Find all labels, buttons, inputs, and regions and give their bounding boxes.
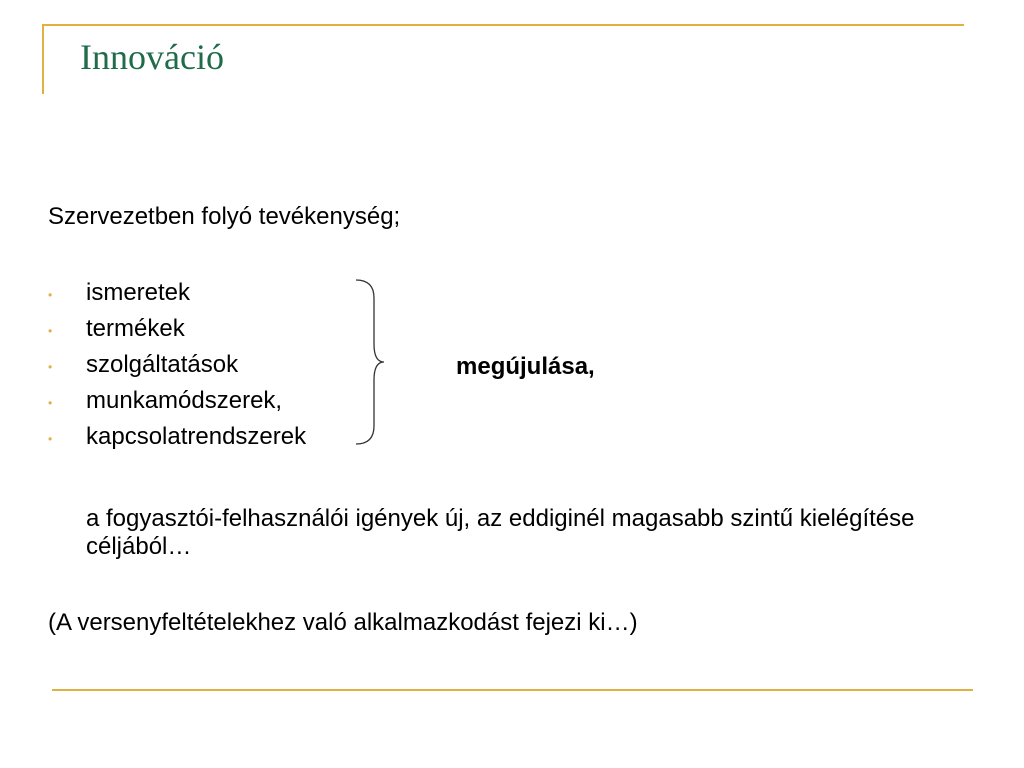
right-brace-icon: [354, 278, 384, 446]
bullet-label: termékek: [86, 315, 185, 342]
bullet-label: szolgáltatások: [86, 351, 239, 378]
bullet-icon: •: [48, 360, 53, 374]
bullet-list: [48, 278, 306, 458]
note-text: (A versenyfeltételekhez való alkalmazkodást fejezi ki…): [48, 609, 638, 636]
bullet-icon: •: [48, 288, 53, 302]
list-item: [48, 278, 306, 314]
purpose-text: a fogyasztói-felhasználói igények új, az eddiginél magasabb szintű kielégítése céljából…: [86, 505, 915, 560]
bullet-label: ismeretek: [86, 279, 191, 306]
bracket-label: megújulása,: [456, 353, 595, 380]
bottom-divider: [52, 689, 973, 691]
top-divider: [42, 24, 964, 26]
list-item: [48, 386, 306, 422]
bullet-label: munkamódszerek,: [86, 387, 283, 414]
list-item: [48, 422, 306, 458]
bullet-icon: •: [48, 324, 53, 338]
bullet-label: kapcsolatrendszerek: [86, 423, 307, 450]
left-accent-bar: [42, 24, 44, 94]
bullet-icon: •: [48, 432, 53, 446]
list-item: [48, 314, 306, 350]
list-item: [48, 350, 306, 386]
slide-title: Innováció: [80, 37, 224, 77]
bullet-icon: •: [48, 396, 53, 410]
intro-text: Szervezetben folyó tevékenység;: [48, 203, 401, 230]
